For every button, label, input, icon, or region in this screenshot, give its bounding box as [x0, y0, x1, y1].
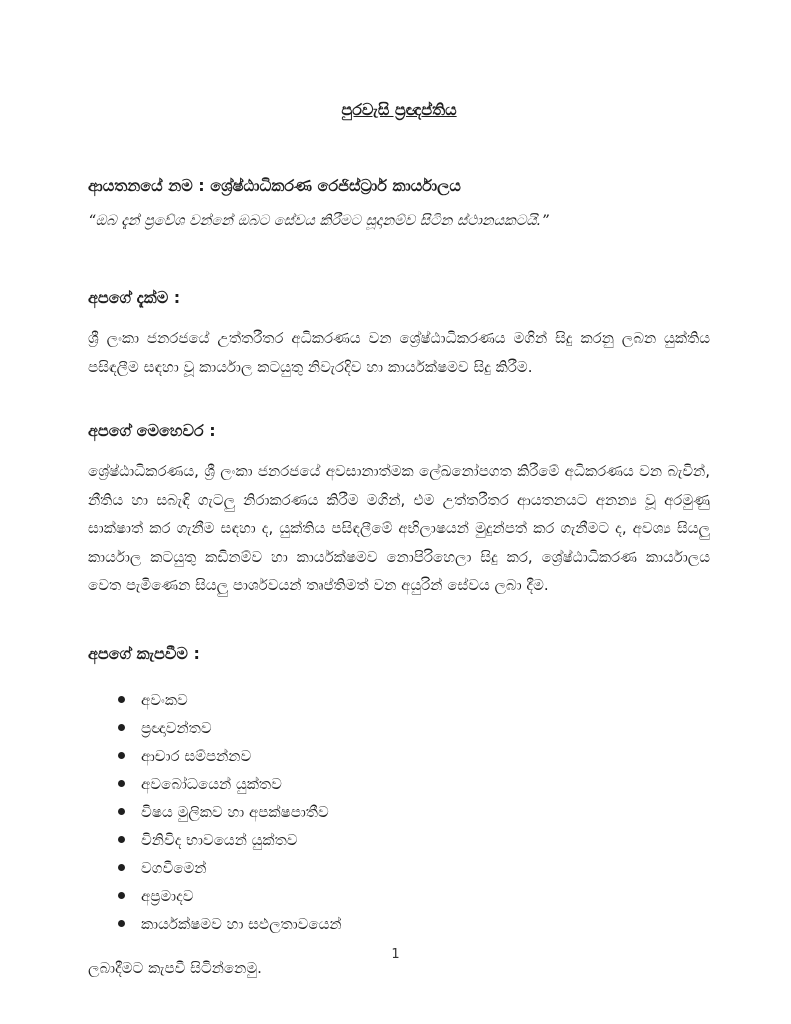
list-item-label: කාර්යක්ෂමව හා සඵලතාවයෙන්	[141, 914, 342, 933]
bullet-icon	[118, 836, 125, 843]
bullet-icon	[118, 808, 125, 815]
list-item	[118, 742, 710, 770]
list-item	[118, 686, 710, 714]
vision-paragraph: ශ්‍රී ලංකා ජනරජයේ උත්තරීතර අධිකරණය වන ශ්‍රේෂ්ඨාධිකරණය මගින් සිදු කරනු ලබන යුක්තිය පසිඳලීම සඳහා වූ කාර්යාල කටයුතු නිවැරදිව හා කාර්යක්ෂමව සිදු කිරීම.	[88, 329, 710, 376]
list-item	[118, 826, 710, 854]
commitment-list	[118, 686, 710, 938]
mission-paragraph: ශ්‍රේෂ්ඨාධිකරණය, ශ්‍රී ලංකා ජනරජයේ අවසානාත්මක ලේඛනෝපගත කිරීමේ අධිකරණය වන බැවින්, නීතිය හා සබැඳි ගැටලු නිරාකරණය කිරීම මගින්, එම උත්තරීතර ආයතනයට අනන්‍ය වූ අරමුණු සාක්ෂාත් කර ගැනීම සඳහා ද, යුක්තිය පසිඳලීමේ අභිලාෂයන් මුදුන්පත් කර ගැනීමට ද, අවශ්‍ය සියලු කාර්යාල කටයුතු කඩිනම්ව හා කාර්යක්ෂමව නොපිරිහෙලා සිදු කර, ශ්‍රේෂ්ඨාධිකරණ කාර්යාලය වෙත පැමිණෙන සියලු පාර්ශවයන් තෘප්තිමත් වන අයුරින් සේවය ලබා දීම.	[88, 462, 710, 594]
vision-heading: අපගේ දැක්ම :	[88, 288, 181, 307]
list-item-label: ප්‍රඥාවන්තව	[141, 718, 212, 737]
document-title: පුරවැසි ප්‍රඥප්තිය	[341, 100, 457, 119]
list-item-label: වගවීමෙන්	[141, 858, 207, 877]
bullet-icon	[118, 752, 125, 759]
list-item	[118, 854, 710, 882]
page-number: 1	[391, 947, 400, 962]
list-item-label: අප්‍රමාදව	[141, 886, 194, 905]
list-item	[118, 714, 710, 742]
institution-name-heading: ආයතනයේ නම : ශ්‍රේෂ්ඨාධිකරණ රෙජිස්ට්‍රාර් කාර්යාලය	[88, 176, 461, 195]
bullet-icon	[118, 892, 125, 899]
commitment-heading: අපගේ කැපවීම :	[88, 643, 200, 663]
list-item	[118, 910, 710, 938]
bullet-icon	[118, 724, 125, 731]
list-item	[118, 882, 710, 910]
bullet-icon	[118, 864, 125, 871]
list-item-label: විෂය මුලිකව හා අපක්ෂපාතීව	[141, 802, 329, 821]
welcome-quote: “ඔබ දැන් ප්‍රවේශ වන්නේ ඔබට සේවය කිරීමට සූදානම්ව සිටින ස්ථානයකටයි.”	[88, 213, 549, 229]
list-item	[118, 770, 710, 798]
bullet-icon	[118, 780, 125, 787]
bullet-icon	[118, 920, 125, 927]
mission-heading: අපගේ මෙහෙවර :	[88, 421, 216, 440]
closing-line: ලබාදීමට කැපවී සිටින්නෙමු.	[88, 958, 262, 977]
list-item-label: ආචාර සම්පන්නව	[141, 746, 252, 765]
list-item-label: විනිවිද භාවයෙන් යුක්තව	[141, 830, 298, 849]
list-item-label: අවබෝධයෙන් යුක්තව	[141, 774, 282, 793]
bullet-icon	[118, 696, 125, 703]
list-item-label: අවංකව	[141, 690, 188, 709]
list-item	[118, 798, 710, 826]
